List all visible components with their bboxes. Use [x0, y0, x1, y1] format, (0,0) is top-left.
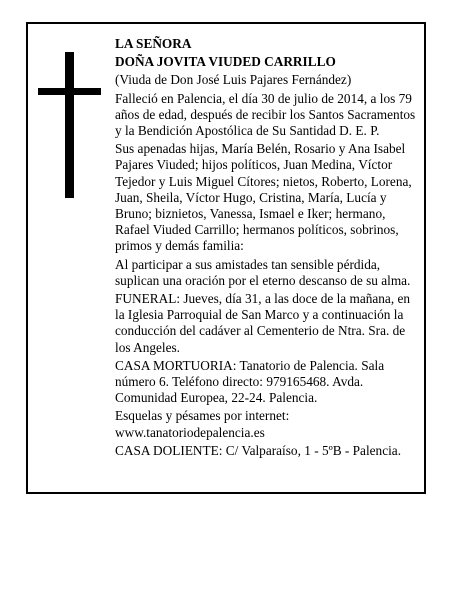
family-paragraph: Sus apenadas hijas, María Belén, Rosario y Ana Isabel Pajares Viuded; hijos políticos, Juan Medina, Víctor Tejedor y Luis Miguel Cítores; nietos, Roberto, Lorena, Juan, Sheila, Víctor Hugo, Cristina, María, Lucía y Bruno; biznietos, Vanessa, Ismael e Iker; hermano, Rafael Viuded Carrillo; hermanos políticos, sobrinos, primos y demás familia:	[115, 141, 412, 254]
notice-title: LA SEÑORA	[115, 36, 192, 51]
grieving-house-line: CASA DOLIENTE: C/ Valparaíso, 1 - 5ºB - Palencia.	[115, 442, 402, 458]
latin-cross-icon	[38, 52, 101, 198]
mortuary-paragraph: CASA MORTUORIA: Tanatorio de Palencia. Sala número 6. Teléfono directo: 979165468. Avda. Comunidad Europea, 22-24. Palencia.	[115, 357, 385, 406]
funeral-paragraph: FUNERAL: Jueves, día 31, a las doce de la mañana, en la Iglesia Parroquial de San Marco y a continuación la conducción del cadáver al Cementerio de Ntra. Sra. de los Angeles.	[115, 291, 411, 355]
widow-of-line: (Viuda de Don José Luis Pajares Fernández)	[115, 72, 352, 88]
cross-horizontal-bar	[38, 88, 101, 95]
website-line: www.tanatoriodepalencia.es	[115, 424, 265, 440]
deceased-name: DOÑA JOVITA VIUDED CARRILLO	[115, 54, 336, 70]
obituary-text	[115, 36, 421, 461]
request-paragraph: Al participar a sus amistades tan sensible pérdida, suplican una oración por el eterno descanso de su alma.	[115, 256, 411, 288]
death-paragraph: Falleció en Palencia, el día 30 de julio de 2014, a los 79 años de edad, después de recibir los Santos Sacramentos y la Bendición Apostólica de Su Santidad D. E. P.	[115, 90, 416, 139]
cross-vertical-bar	[65, 52, 74, 198]
condolences-label: Esquelas y pésames por internet:	[115, 408, 290, 424]
